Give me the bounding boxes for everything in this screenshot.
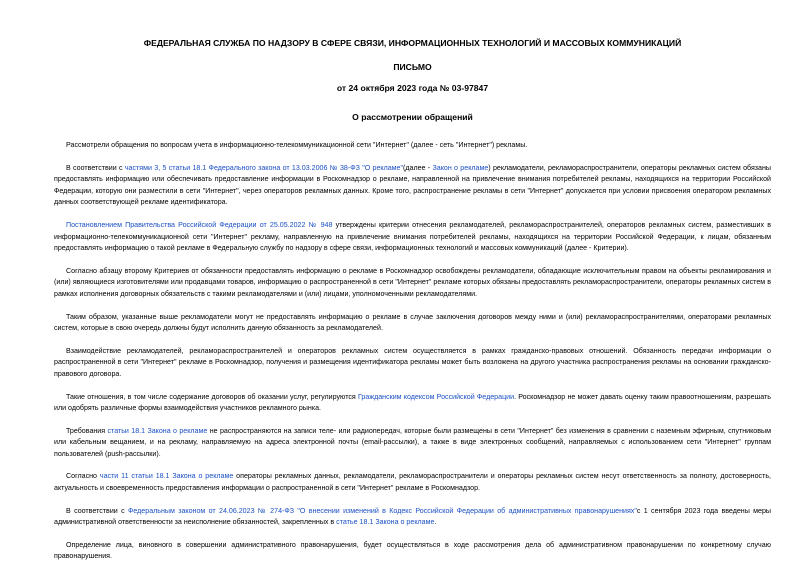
- link-article-18-1[interactable]: статьи 18.1 Закона о рекламе: [107, 426, 208, 435]
- paragraph-9: [54, 471, 771, 494]
- link-advertising-law[interactable]: Закон о рекламе: [432, 163, 489, 172]
- paragraph-text: Таким образом, указанные выше рекламодатели могут не предоставлять информацию о рекламе в случае заключения договоров между ними и (или) рекламораспространителями, операторами рекламных систем, которые в свою очередь должны будут исполнить данную обязанность за рекламодателей.: [54, 312, 771, 333]
- link-law-38fz-article-18-1[interactable]: частями 3, 5 статьи 18.1 Федерального закона от 13.03.2006 № 38-ФЗ "О рекламе": [124, 163, 404, 172]
- link-law-274fz[interactable]: Федеральным законом от 24.06.2023 № 274-ФЗ "О внесении изменений в Кодекс Российской Федерации об административных правонарушениях": [127, 506, 637, 515]
- paragraph-text: Определение лица, виновного в совершении административного правонарушения, будет осуществляться в ходе рассмотрения дела об административном правонарушении по конкретному случаю правонарушения.: [54, 540, 771, 561]
- document-subject: О рассмотрении обращений: [352, 112, 473, 122]
- link-civil-code[interactable]: Гражданским кодексом Российской Федерации: [357, 392, 515, 401]
- document-type: ПИСЬМО: [393, 62, 432, 72]
- paragraph-8: [54, 426, 771, 461]
- paragraph-7: [54, 392, 771, 415]
- paragraph-text: операторы рекламных данных, рекламодатели, рекламораспространители и операторы рекламных систем несут ответственность за полноту, достоверность, актуальность и своевременность предоставления информации о распространенной в сети "Интернет" рекламе в Роскомнадзор.: [54, 472, 771, 493]
- paragraph-text: с 1 сентября 2023 года введены меры административной ответственности за неисполнение обязанностей, закрепленных в: [54, 506, 772, 527]
- agency-name: ФЕДЕРАЛЬНАЯ СЛУЖБА ПО НАДЗОРУ В СФЕРЕ СВЯЗИ, ИНФОРМАЦИОННЫХ ТЕХНОЛОГИЙ И МАССОВЫХ КОММУНИКАЦИЙ: [143, 38, 682, 48]
- paragraph-text: Взаимодействие рекламодателей, рекламораспространителей и операторов рекламных систем осуществляется в рамках гражданско-правовых отношений. Обязанность передачи информации о распространенной в сети "Интернет" рекламе в Роскомнадзор, получения и размещения идентификатора рекламы может быть возложена на другого участника распространения рекламы на основании гражданско-правового договора.: [54, 346, 771, 378]
- link-article-18-1[interactable]: статье 18.1 Закона о рекламе: [336, 518, 435, 527]
- paragraph-text: Такие отношения, в том числе содержание договоров об оказании услуг, регулируются: [66, 392, 358, 401]
- paragraph-3: [54, 220, 771, 255]
- document-body: [54, 140, 771, 563]
- paragraph-1: [54, 140, 771, 152]
- paragraph-4: [54, 266, 771, 301]
- paragraph-10: [54, 506, 771, 529]
- paragraph-5: [54, 312, 771, 335]
- paragraph-text: В соответствии с: [66, 506, 128, 515]
- link-government-decree-948[interactable]: Постановлением Правительства Российской Федерации от 25.05.2022 № 948: [66, 220, 333, 229]
- link-article-18-1-part-11[interactable]: части 11 статьи 18.1 Закона о рекламе: [99, 472, 234, 481]
- paragraph-text: утверждены критерии отнесения рекламодателей, рекламораспространителей, операторов рекламных систем, разместивших в информационно-телекоммуникационной сети "Интернет" рекламу, направленную на привлечение внимания потребителей рекламы, находящихся на территории Российской Федерации, к лицам, обязанным предоставлять информацию о такой рекламе в Федеральную службу по надзору в сфере связи, информационных технологий и массовых коммуникаций (далее - Критерии).: [54, 220, 771, 253]
- paragraph-2: [54, 163, 771, 209]
- paragraph-6: [54, 346, 771, 381]
- paragraph-text: ) рекламодатели, рекламораспространители, операторы рекламных систем обязаны предоставлять информацию или обеспечивать предоставление информации в Роскомнадзор о рекламе, направленной на привлечение внимания потребителей рекламы, находящихся на территории Российской Федерации, которую они разместили в сети "Интернет", через операторов рекламных данных. Кроме того, распространение рекламы в сети "Интернет" допускается при условии присвоения оператором рекламных данных соответствующей рекламе идентификатора.: [54, 163, 772, 207]
- document-date-number: от 24 октября 2023 года № 03-97847: [336, 83, 489, 93]
- paragraph-text: В соответствии с: [66, 163, 125, 172]
- paragraph-text: .: [434, 518, 437, 527]
- paragraph-text: (далее -: [403, 163, 433, 172]
- paragraph-text: . Роскомнадзор не может давать оценку таким правоотношениям, разрешать или одобрять различные формы взаимодействия участников рекламного рынка.: [54, 392, 771, 413]
- paragraph-text: Согласно: [66, 472, 100, 481]
- paragraph-text: не распространяются на записи теле- или радиопередач, которые были размещены в сети "Интернет" без изменения в сравнении с наземным эфирным, спутниковым или кабельным вещанием, и на рекламу, направляемую на адреса электронной почты (email-рассылки), а также в виде электронных сообщений, направляемых с использованием сети "Интернет" группам пользователей (push-рассылки).: [54, 426, 772, 458]
- paragraph-text: Согласно абзацу второму Критериев от обязанности предоставлять информацию о рекламе в Роскомнадзор освобождены рекламодатели, обладающие исключительным правом на объекты рекламирования и (или) являющиеся изготовителями или продавцами товаров, информацию о распространенной в сети "Интернет" рекламе которых обязаны предоставлять рекламораспространители, операторы рекламных систем в рамках исполнения договорных обязательств с такими рекламодателями и (или) лицами, уполномоченными рекламодателями.: [54, 266, 771, 298]
- paragraph-text: Требования: [66, 426, 108, 435]
- paragraph-11: [54, 540, 771, 563]
- paragraph-text: Рассмотрели обращения по вопросам учета в информационно-телекоммуникационной сети "Интернет" (далее - сеть "Интернет") рекламы.: [66, 141, 528, 149]
